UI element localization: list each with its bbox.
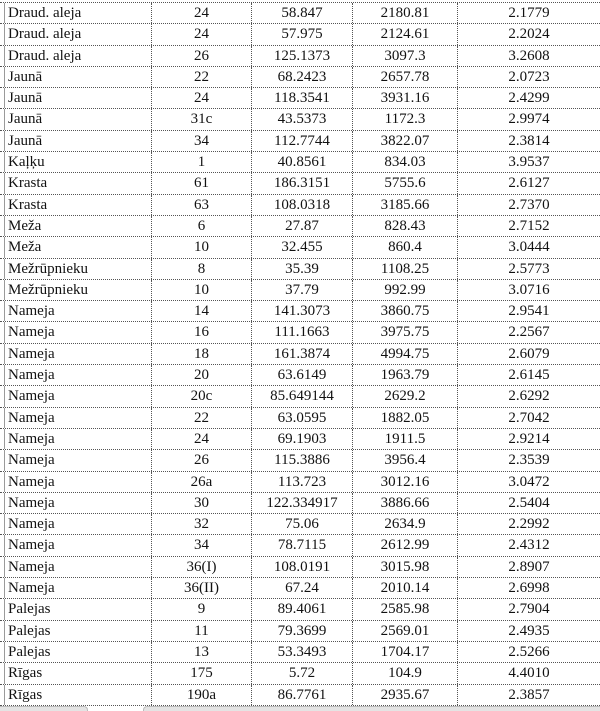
cell-house-number: 24: [152, 24, 252, 44]
table-row: [0, 450, 600, 471]
cell-house-number: 175: [152, 663, 252, 683]
cell-street-name: Jaunā: [5, 109, 152, 129]
table-row: [0, 514, 600, 535]
cell-value-3: 2.3539: [508, 452, 550, 469]
cell-value-1: 75.06: [252, 514, 353, 534]
cell-value-1: 125.1373: [252, 46, 353, 66]
cell-value-3: 2.3814: [508, 132, 550, 149]
cell-house-number: 31c: [152, 109, 252, 129]
cell-value-1: 78.7115: [252, 535, 353, 555]
cell-house-number: 34: [152, 131, 252, 151]
cell-value-2: 2612.99: [353, 535, 458, 555]
cell-value-2: 104.9: [353, 663, 458, 683]
table-row: [0, 24, 600, 45]
cell-value-1: 89.4061: [252, 599, 353, 619]
cell-value-3: 2.9214: [508, 430, 550, 447]
cell-value-3: 2.4312: [508, 537, 550, 554]
cell-street-name: Nameja: [5, 429, 152, 449]
cell-value-2: 992.99: [353, 280, 458, 300]
table-row: [0, 493, 600, 514]
cell-value-2: 3185.66: [353, 195, 458, 215]
cell-value-3: 3.0472: [508, 473, 550, 490]
cell-value-3: 3.0444: [508, 239, 550, 256]
cell-value-3: 2.6079: [508, 345, 550, 362]
cell-value-1: 141.3073: [252, 301, 353, 321]
cell-value-1: 186.3151: [252, 173, 353, 193]
table-row: [0, 301, 600, 322]
cell-house-number: 34: [152, 535, 252, 555]
cell-value-1: 37.79: [252, 280, 353, 300]
cell-value-3: 2.7152: [508, 217, 550, 234]
cell-street-name: Rīgas: [5, 663, 152, 683]
cell-house-number: 22: [152, 408, 252, 428]
cell-value-2: 860.4: [353, 237, 458, 257]
cell-value-1: 122.334917: [252, 493, 353, 513]
cell-house-number: 16: [152, 322, 252, 342]
cell-value-1: 5.72: [252, 663, 353, 683]
cell-value-1: 27.87: [252, 216, 353, 236]
cell-value-2: 3015.98: [353, 557, 458, 577]
cell-street-name: Palejas: [5, 621, 152, 641]
cell-house-number: 36(I): [152, 557, 252, 577]
cell-value-3: 2.5266: [508, 643, 550, 660]
cell-value-2: 5755.6: [353, 173, 458, 193]
table-row: [0, 578, 600, 599]
cell-value-1: 69.1903: [252, 429, 353, 449]
cell-house-number: 24: [152, 88, 252, 108]
cell-value-3: 2.6292: [508, 388, 550, 405]
cell-street-name: Meža: [5, 216, 152, 236]
cell-value-1: 63.0595: [252, 408, 353, 428]
cell-value-3: 4.4010: [508, 665, 550, 682]
table-row: [0, 280, 600, 301]
cell-house-number: 10: [152, 237, 252, 257]
table-row: [0, 408, 600, 429]
cell-value-2: 2569.01: [353, 621, 458, 641]
table-row: [0, 195, 600, 216]
cell-value-3: 2.7904: [508, 601, 550, 618]
cell-house-number: 26a: [152, 472, 252, 492]
cell-house-number: 24: [152, 3, 252, 23]
cell-value-3: 3.0716: [508, 281, 550, 298]
cell-value-2: 2124.61: [353, 24, 458, 44]
cell-value-2: 3886.66: [353, 493, 458, 513]
table-row: [0, 152, 600, 173]
cell-house-number: 20: [152, 365, 252, 385]
cell-value-1: 79.3699: [252, 621, 353, 641]
cell-value-1: 32.455: [252, 237, 353, 257]
cell-house-number: 13: [152, 642, 252, 662]
cell-value-3: 2.5773: [508, 260, 550, 277]
cell-house-number: 1: [152, 152, 252, 172]
cell-value-3: 2.7042: [508, 409, 550, 426]
cell-house-number: 10: [152, 280, 252, 300]
cell-value-2: 2629.2: [353, 386, 458, 406]
cell-street-name: Nameja: [5, 322, 152, 342]
table-row: [0, 642, 600, 663]
cell-value-3: 2.4935: [508, 622, 550, 639]
cell-value-1: 115.3886: [252, 450, 353, 470]
streets-data-table: [0, 2, 600, 706]
cell-value-2: 828.43: [353, 216, 458, 236]
cell-value-1: 86.7761: [252, 685, 353, 705]
table-row: [0, 365, 600, 386]
cell-street-name: Draud. aleja: [5, 46, 152, 66]
cell-value-2: 1911.5: [353, 429, 458, 449]
cell-value-2: 1963.79: [353, 365, 458, 385]
cell-value-2: 2010.14: [353, 578, 458, 598]
table-row: [0, 472, 600, 493]
cell-value-1: 67.24: [252, 578, 353, 598]
table-row: [0, 67, 600, 88]
cell-value-3: 2.4299: [508, 90, 550, 107]
table-row: [0, 344, 600, 365]
cell-value-3: 3.9537: [508, 154, 550, 171]
cell-street-name: Nameja: [5, 493, 152, 513]
cell-value-2: 1172.3: [353, 109, 458, 129]
cell-street-name: Krasta: [5, 173, 152, 193]
cell-value-1: 68.2423: [252, 67, 353, 87]
cell-value-1: 113.723: [252, 472, 353, 492]
cell-value-1: 40.8561: [252, 152, 353, 172]
cell-value-2: 1108.25: [353, 259, 458, 279]
cell-value-3: 2.5404: [508, 494, 550, 511]
cell-house-number: 190a: [152, 685, 252, 705]
cell-value-1: 58.847: [252, 3, 353, 23]
cell-house-number: 32: [152, 514, 252, 534]
cell-value-2: 834.03: [353, 152, 458, 172]
table-row: [0, 599, 600, 620]
cell-street-name: Nameja: [5, 578, 152, 598]
cell-street-name: Mežrūpnieku: [5, 280, 152, 300]
table-row: [0, 557, 600, 578]
table-row: [0, 88, 600, 109]
cell-street-name: Kaļķu: [5, 152, 152, 172]
cell-value-2: 3975.75: [353, 322, 458, 342]
cell-house-number: 11: [152, 621, 252, 641]
table-row: [0, 237, 600, 258]
table-row: [0, 216, 600, 237]
cell-value-3: 2.1779: [508, 5, 550, 21]
cell-value-2: 1704.17: [353, 642, 458, 662]
cell-value-1: 118.3541: [252, 88, 353, 108]
cell-value-2: 3097.3: [353, 46, 458, 66]
cell-street-name: Nameja: [5, 365, 152, 385]
table-row: [0, 259, 600, 280]
cell-house-number: 18: [152, 344, 252, 364]
cell-street-name: Nameja: [5, 557, 152, 577]
cell-street-name: Jaunā: [5, 131, 152, 151]
cell-house-number: 63: [152, 195, 252, 215]
table-row: [0, 46, 600, 67]
cell-value-3: 2.6998: [508, 580, 550, 597]
cell-house-number: 30: [152, 493, 252, 513]
cell-value-2: 2935.67: [353, 685, 458, 705]
cell-value-3: 2.9974: [508, 111, 550, 128]
cell-value-1: 35.39: [252, 259, 353, 279]
cell-house-number: 61: [152, 173, 252, 193]
table-row: [0, 131, 600, 152]
cell-value-2: 3860.75: [353, 301, 458, 321]
cell-street-name: Nameja: [5, 408, 152, 428]
table-row: [0, 173, 600, 194]
cell-house-number: 24: [152, 429, 252, 449]
cell-street-name: Draud. aleja: [5, 24, 152, 44]
cell-value-1: 43.5373: [252, 109, 353, 129]
cell-value-2: 2657.78: [353, 67, 458, 87]
cell-value-2: 2585.98: [353, 599, 458, 619]
cell-street-name: Nameja: [5, 344, 152, 364]
cell-street-name: Nameja: [5, 301, 152, 321]
cell-value-2: 3956.4: [353, 450, 458, 470]
cell-value-1: 85.649144: [252, 386, 353, 406]
cell-value-3: 2.0723: [508, 68, 550, 85]
cell-street-name: Jaunā: [5, 88, 152, 108]
table-row: [0, 621, 600, 642]
cell-value-3: 2.6145: [508, 367, 550, 384]
cell-value-1: 112.7744: [252, 131, 353, 151]
cell-street-name: Nameja: [5, 450, 152, 470]
cell-house-number: 14: [152, 301, 252, 321]
bottom-ui-fragment-left: [0, 706, 88, 711]
cell-house-number: 36(II): [152, 578, 252, 598]
cell-value-1: 57.975: [252, 24, 353, 44]
cell-street-name: Nameja: [5, 386, 152, 406]
cell-value-3: 2.2567: [508, 324, 550, 341]
cell-value-2: 2634.9: [353, 514, 458, 534]
cell-value-3: 2.2024: [508, 26, 550, 43]
cell-street-name: Jaunā: [5, 67, 152, 87]
table-row: [0, 3, 600, 24]
cell-street-name: Krasta: [5, 195, 152, 215]
cell-value-3: 2.9541: [508, 303, 550, 320]
cell-value-3: 2.2992: [508, 516, 550, 533]
cell-street-name: Palejas: [5, 599, 152, 619]
cell-street-name: Mežrūpnieku: [5, 259, 152, 279]
cell-value-2: 3931.16: [353, 88, 458, 108]
cell-value-2: 3822.07: [353, 131, 458, 151]
cell-value-2: 3012.16: [353, 472, 458, 492]
cell-street-name: Nameja: [5, 535, 152, 555]
cell-value-3: 2.6127: [508, 175, 550, 192]
cell-value-2: 2180.81: [353, 3, 458, 23]
cell-house-number: 6: [152, 216, 252, 236]
cell-value-3: 2.8907: [508, 558, 550, 575]
cell-value-1: 111.1663: [252, 322, 353, 342]
table-row: [0, 109, 600, 130]
table-row: [0, 386, 600, 407]
cell-house-number: 26: [152, 450, 252, 470]
cell-street-name: Meža: [5, 237, 152, 257]
cell-house-number: 20c: [152, 386, 252, 406]
cell-value-1: 63.6149: [252, 365, 353, 385]
table-row: [0, 322, 600, 343]
cell-value-1: 108.0191: [252, 557, 353, 577]
cell-street-name: Palejas: [5, 642, 152, 662]
cell-value-3: 2.7370: [508, 196, 550, 213]
cell-street-name: Rīgas: [5, 685, 152, 705]
cell-value-1: 53.3493: [252, 642, 353, 662]
cell-value-2: 1882.05: [353, 408, 458, 428]
table-row: [0, 685, 600, 706]
cell-value-3: 3.2608: [508, 47, 550, 64]
cell-value-1: 161.3874: [252, 344, 353, 364]
table-row: [0, 535, 600, 556]
cell-value-3: 2.3857: [508, 686, 550, 703]
table-row: [0, 429, 600, 450]
cell-street-name: Nameja: [5, 514, 152, 534]
cell-value-2: 4994.75: [353, 344, 458, 364]
cell-value-1: 108.0318: [252, 195, 353, 215]
bottom-ui-fragment-right: [143, 706, 600, 711]
cell-house-number: 8: [152, 259, 252, 279]
cell-house-number: 22: [152, 67, 252, 87]
cell-house-number: 9: [152, 599, 252, 619]
table-row: [0, 663, 600, 684]
cell-street-name: Nameja: [5, 472, 152, 492]
cell-house-number: 26: [152, 46, 252, 66]
cell-street-name: Draud. aleja: [5, 3, 152, 23]
